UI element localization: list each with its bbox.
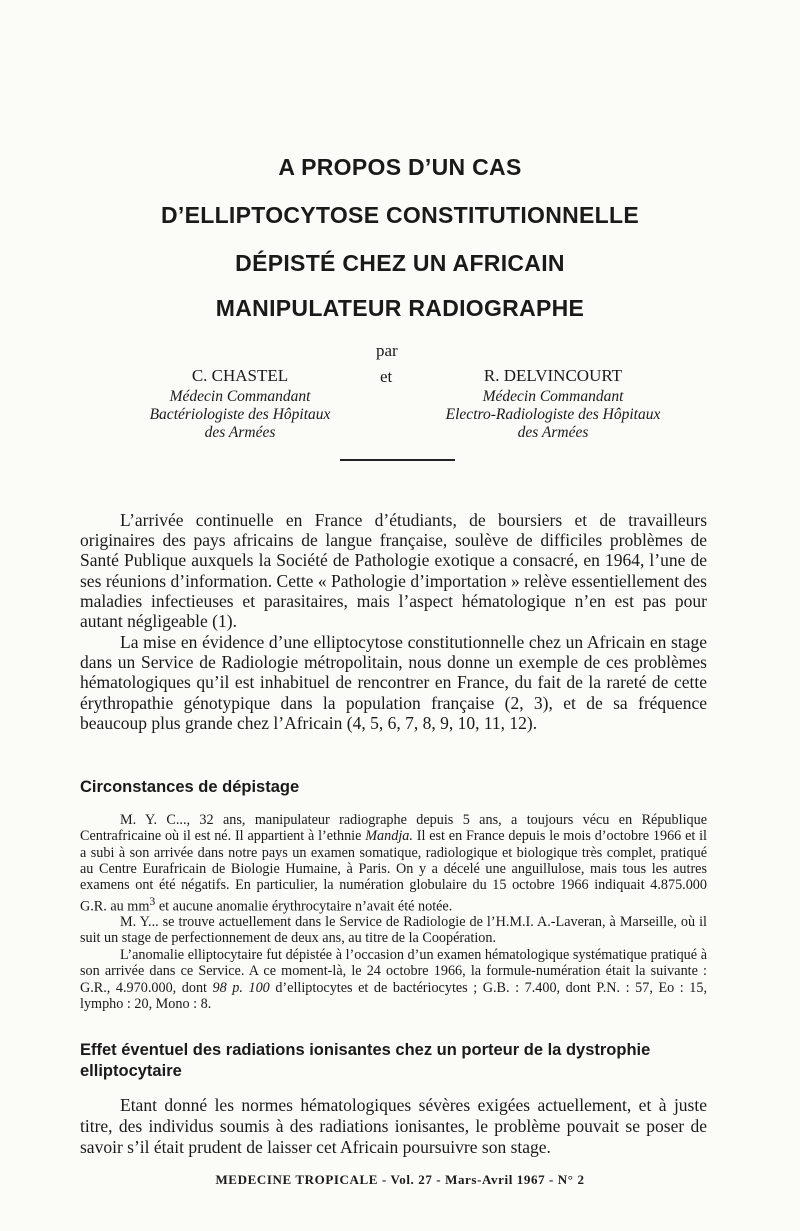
section-1-paragraph-1-c: et aucune anomalie érythrocytaire n’avait été notée. — [155, 899, 453, 916]
author-1 — [95, 367, 385, 442]
section-1-paragraph-3-b: d’elliptocytes et de bactériocytes ; G.B. : 7.400, dont P.N. : 57, Eo : 15, lympho : 20, Mono : 8. — [80, 979, 707, 1012]
journal-footer: MEDECINE TROPICALE - Vol. 27 - Mars-Avril 1967 - N° 2 — [215, 1172, 585, 1187]
author-1-role-3: des Armées — [204, 424, 276, 441]
section-1-paragraph-2: M. Y... se trouve actuellement dans le Service de Radiologie de l’H.M.I. A.-Laveran, à Marseille, où il suit un stage de perfectionnement de deux ans, au titre de la Coopération. — [80, 914, 707, 947]
title-line-2: D’ELLIPTOCYTOSE CONSTITUTIONNELLE — [160, 202, 640, 228]
author-2 — [408, 367, 698, 442]
section-1-paragraph-3 — [80, 947, 707, 1012]
section-2-paragraph-1: Etant donné les normes hématologiques sévères exigées actuellement, et à juste titre, des individus soumis à des radiations ionisantes, le problème pouvait se poser de savoir s’il était prudent de laisser cet Africain poursuivre son stage. — [80, 1095, 707, 1157]
author-1-name: C. CHASTEL — [191, 366, 289, 385]
section-2-heading: Effet éventuel des radiations ionisantes chez un porteur de la dystrophie elliptocytaire — [80, 1041, 651, 1080]
title-line-3: DÉPISTÉ CHEZ UN AFRICAIN — [235, 250, 565, 276]
title-line-4: MANIPULATEUR RADIOGRAPHE — [215, 295, 585, 321]
author-2-role-3: des Armées — [517, 424, 589, 441]
section-1-paragraph-3-a: L’anomalie elliptocytaire fut dépistée à l’occasion d’un examen hématologique systématique pratiqué à son arrivée dans ce Service. A ce moment-là, le 24 octobre 1966, la formule-numération était la suivante : G.R., 4.970.000, dont — [80, 947, 707, 996]
section-1-paragraph-1 — [80, 812, 707, 916]
ethnie-name: Mandja. — [365, 828, 413, 845]
byline-et: et — [380, 367, 393, 386]
superscript-3: 3 — [149, 894, 156, 909]
byline-par: par — [376, 341, 398, 360]
section-1-paragraph-1-a: M. Y. C..., 32 ans, manipulateur radiographe depuis 5 ans, a toujours vécu en République Centrafricaine où il est né. Il appartient à l’ethnie — [80, 812, 707, 845]
author-2-role-1: Médecin Commandant — [482, 388, 624, 405]
intro-paragraph-2: La mise en évidence d’une elliptocytose constitutionnelle chez un Africain en stage dans un Service de Radiologie métropolitain, nous donne un exemple de ces problèmes hématologiques qu’il est inhabituel de rencontrer en France, du fait de la rareté de cette érythropathie génotypique dans la population française (2, 3), et de sa fréquence beaucoup plus grande chez l’Africain (4, 5, 6, 7, 8, 9, 10, 11, 12). — [80, 632, 707, 733]
intro-paragraph-1: L’arrivée continuelle en France d’étudiants, de boursiers et de travailleurs originaires des pays africains de langue française, soulève de difficiles problèmes de Santé Publique auxquels la Société de Pathologie exotique a consacré, en 1964, l’une de ses réunions d’information. Cette « Pathologie d’importation » relève essentiellement des maladies infectieuses et parasitaires, mais l’aspect hématologique n’en est pas pour autant négligeable (1). — [80, 510, 707, 632]
section-1-heading: Circonstances de dépistage — [80, 778, 300, 796]
percentage-italic: 98 p. 100 — [212, 979, 270, 996]
author-2-role-2: Electro-Radiologiste des Hôpitaux — [445, 406, 661, 423]
author-1-role-2: Bactériologiste des Hôpitaux — [149, 406, 331, 423]
section-1-paragraph-1-b: Il est en France depuis le mois d’octobre 1966 et il a subi à son arrivée dans notre pays un examen somatique, radiologique et biologique très complet, pratiqué au Centre Eurafricain de Biologie Humaine, à Paris. On y a décelé une anguillulose, mais tous les autres examens ont été négatifs. En particulier, la numération globulaire du 15 octobre 1966 indiquait 4.875.000 G.R. au mm — [80, 828, 707, 916]
author-1-role-1: Médecin Commandant — [169, 388, 311, 405]
title-line-1: A PROPOS D’UN CAS — [278, 154, 522, 180]
separator-rule — [340, 459, 455, 461]
author-2-name: R. DELVINCOURT — [483, 366, 623, 385]
